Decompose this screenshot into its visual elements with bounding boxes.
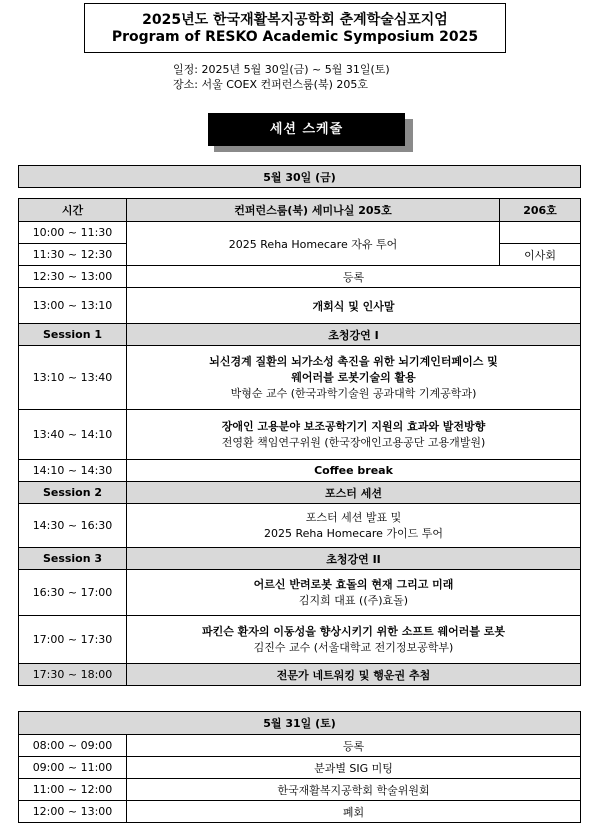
col-room1-header: 컨퍼런스룸(북) 세미나실 205호 xyxy=(127,199,500,222)
lecture-cell xyxy=(127,616,581,664)
lecture-title: 파킨슨 환자의 이동성을 향상시키기 위한 소프트 웨어러블 로봇 xyxy=(201,624,506,638)
content-cell: 개회식 및 인사말 xyxy=(127,288,581,324)
session-schedule-banner: 세션 스케줄 xyxy=(208,113,405,146)
lecture-title: 어르신 반려로봇 효돌의 현재 그리고 미래 xyxy=(253,577,454,591)
content-cell: 한국재활복지공학회 학술위원회 xyxy=(127,779,581,801)
time-cell: 13:00 ~ 13:10 xyxy=(19,288,127,324)
session-label: Session 2 xyxy=(19,482,127,504)
lecture-cell xyxy=(127,570,581,616)
time-cell: 13:10 ~ 13:40 xyxy=(19,346,127,410)
title-korean: 2025년도 한국재활복지공학회 춘계학술심포지엄 xyxy=(142,12,448,28)
title-box xyxy=(84,3,506,53)
session-label: Session 1 xyxy=(19,324,127,346)
content-cell xyxy=(127,504,581,548)
content-line: 2025 Reha Homecare 가이드 투어 xyxy=(263,526,444,540)
lecture-cell xyxy=(127,410,581,460)
lecture-speaker: 박형순 교수 (한국과학기술원 공과대학 기계공학과) xyxy=(230,386,477,400)
content-cell: 2025 Reha Homecare 자유 투어 xyxy=(127,222,500,266)
time-cell: 17:00 ~ 17:30 xyxy=(19,616,127,664)
session-label: Session 3 xyxy=(19,548,127,570)
time-cell: 09:00 ~ 11:00 xyxy=(19,757,127,779)
day1-date-header: 5월 30일 (금) xyxy=(19,166,581,188)
lecture-title: 웨어러블 로봇기술의 활용 xyxy=(291,370,416,384)
content-line: 포스터 세션 발표 및 xyxy=(305,510,402,524)
day2-date-header: 5월 31일 (토) xyxy=(19,712,581,735)
time-cell: 16:30 ~ 17:00 xyxy=(19,570,127,616)
time-cell: 11:00 ~ 12:00 xyxy=(19,779,127,801)
event-date: 일정: 2025년 5월 30일(금) ~ 5월 31일(토) xyxy=(173,63,390,76)
time-cell: 10:00 ~ 11:30 xyxy=(19,222,127,244)
lecture-speaker: 전영환 책임연구위원 (한국장애인고용공단 고용개발원) xyxy=(221,435,486,449)
time-cell: 17:30 ~ 18:00 xyxy=(19,664,127,686)
time-cell: 12:30 ~ 13:00 xyxy=(19,266,127,288)
lecture-cell xyxy=(127,346,581,410)
content-cell: 폐회 xyxy=(127,801,581,823)
col-room2-header: 206호 xyxy=(500,199,581,222)
lecture-speaker: 김지희 대표 ((주)효돌) xyxy=(298,593,409,607)
room2-empty-cell xyxy=(500,222,581,244)
time-cell: 08:00 ~ 09:00 xyxy=(19,735,127,757)
session-title: 포스터 세션 xyxy=(127,482,581,504)
session-title: 초청강연 I xyxy=(127,324,581,346)
time-cell: 13:40 ~ 14:10 xyxy=(19,410,127,460)
session-title: 초청강연 II xyxy=(127,548,581,570)
event-info xyxy=(173,62,390,92)
day2-schedule-table xyxy=(18,711,581,823)
lecture-title: 뇌신경계 질환의 뇌가소성 촉진을 위한 뇌기계인터페이스 및 xyxy=(209,354,498,368)
room2-cell: 이사회 xyxy=(500,244,581,266)
col-time-header: 시간 xyxy=(19,199,127,222)
lecture-title: 장애인 고용분야 보조공학기기 지원의 효과와 발전방향 xyxy=(221,419,486,433)
lecture-speaker: 김진수 교수 (서울대학교 전기정보공학부) xyxy=(253,640,454,654)
spacer xyxy=(19,188,581,199)
day1-schedule-table xyxy=(18,165,581,686)
title-english: Program of RESKO Academic Symposium 2025 xyxy=(111,29,479,45)
content-cell: 분과별 SIG 미팅 xyxy=(127,757,581,779)
time-cell: 14:10 ~ 14:30 xyxy=(19,460,127,482)
content-cell: Coffee break xyxy=(127,460,581,482)
time-cell: 14:30 ~ 16:30 xyxy=(19,504,127,548)
event-venue: 장소: 서울 COEX 컨퍼런스룸(북) 205호 xyxy=(173,78,368,91)
content-cell: 등록 xyxy=(127,735,581,757)
content-cell: 등록 xyxy=(127,266,581,288)
content-cell: 전문가 네트워킹 및 행운권 추첨 xyxy=(127,664,581,686)
time-cell: 11:30 ~ 12:30 xyxy=(19,244,127,266)
time-cell: 12:00 ~ 13:00 xyxy=(19,801,127,823)
